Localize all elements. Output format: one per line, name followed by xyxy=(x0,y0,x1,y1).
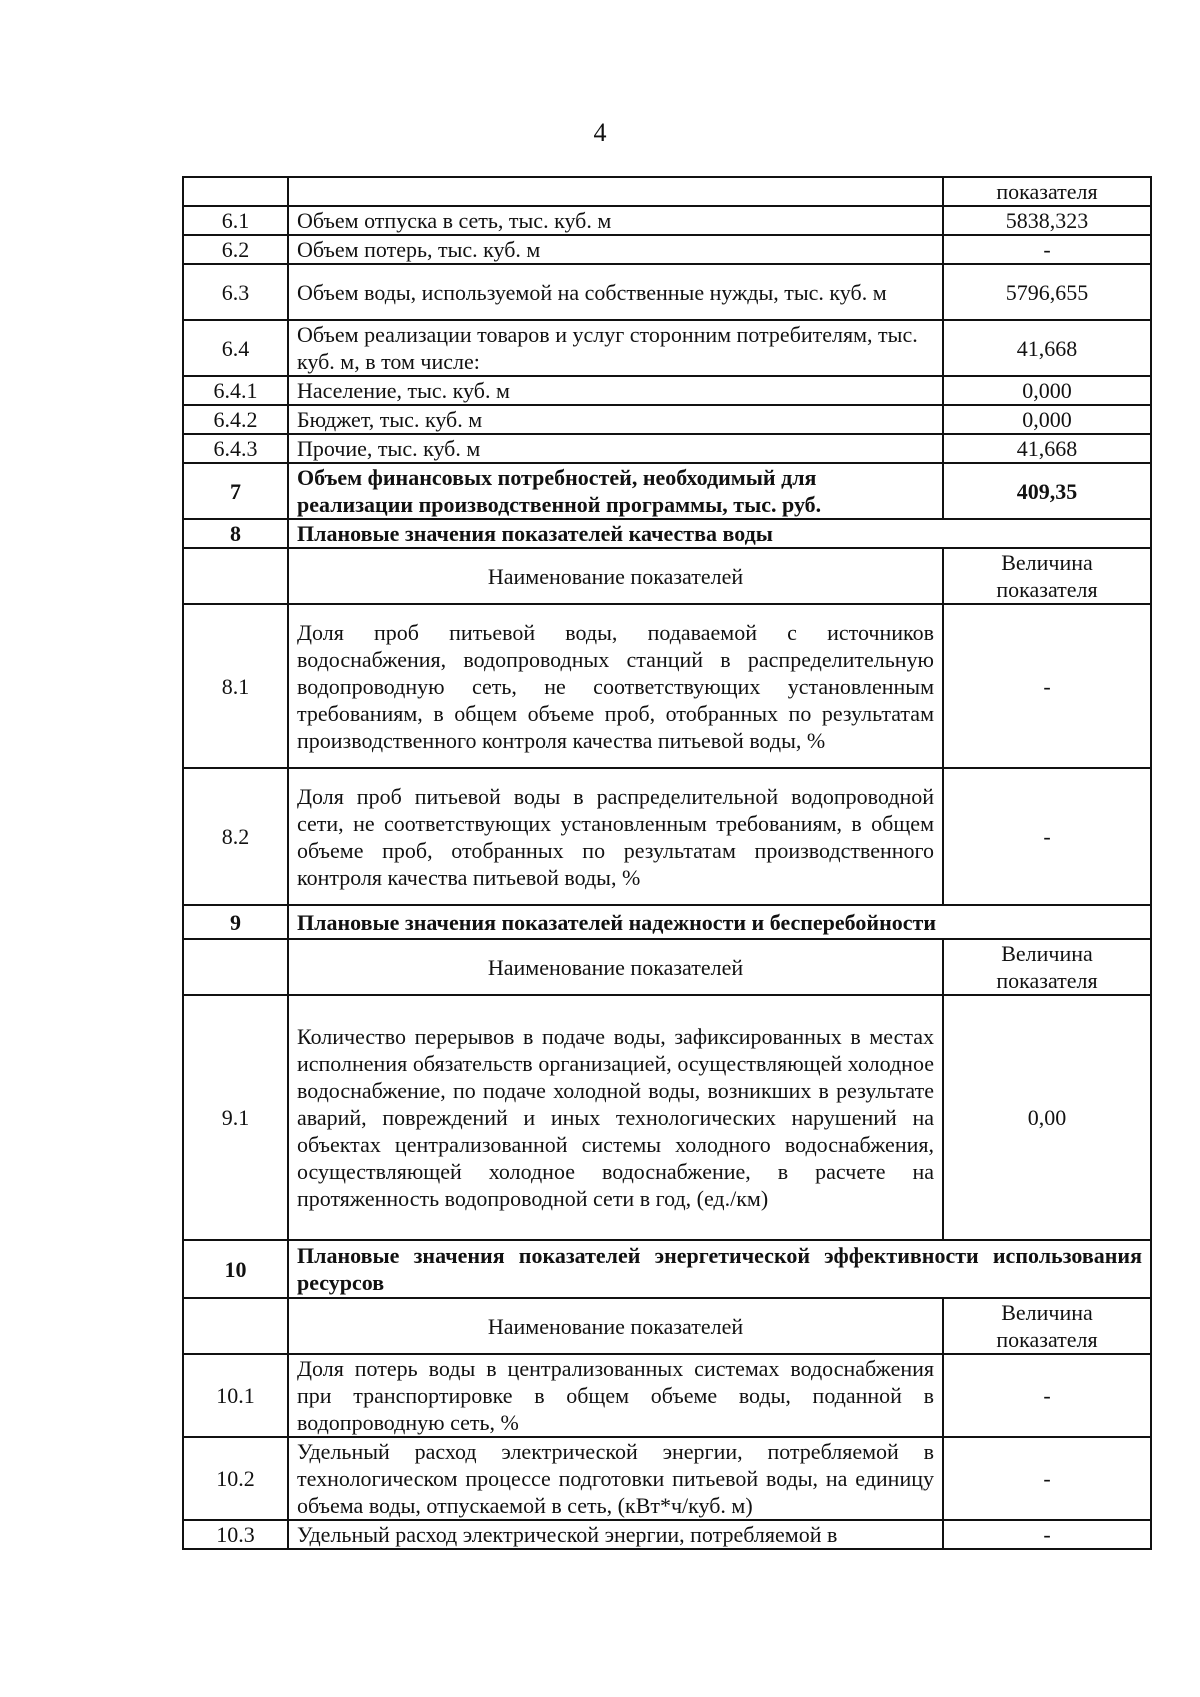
table-row xyxy=(183,320,1151,376)
table-row xyxy=(183,206,1151,235)
row-value: - xyxy=(943,1354,1151,1437)
table-row xyxy=(183,463,1151,519)
row-number: 8.1 xyxy=(183,604,288,768)
column-header-name: Наименование показателей xyxy=(288,939,943,995)
row-number: 6.4 xyxy=(183,320,288,376)
row-number: 10.1 xyxy=(183,1354,288,1437)
row-name: Объем потерь, тыс. куб. м xyxy=(288,235,943,264)
table-row xyxy=(183,604,1151,768)
row-number: 6.3 xyxy=(183,264,288,320)
row-number: 6.4.1 xyxy=(183,376,288,405)
row-number: 8.2 xyxy=(183,768,288,905)
column-header-name: Наименование показателей xyxy=(288,1298,943,1354)
row-number: 9.1 xyxy=(183,995,288,1240)
column-header-value: Величина показателя xyxy=(943,939,1151,995)
section-number: 9 xyxy=(183,905,288,939)
row-name: Население, тыс. куб. м xyxy=(288,376,943,405)
section-title: Плановые значения показателей надежности и бесперебойности xyxy=(288,905,1151,939)
row-name: Прочие, тыс. куб. м xyxy=(288,434,943,463)
row-name: Доля проб питьевой воды, подаваемой с источников водоснабжения, водопроводных станций в распределительную водопроводную сеть, не соответствующих установленным требованиям, в общем объеме проб, отобранных по результатам производственного контроля качества питьевой воды, % xyxy=(288,604,943,768)
section-row xyxy=(183,1240,1151,1298)
column-header-row xyxy=(183,548,1151,604)
column-header-value: Величина показателя xyxy=(943,1298,1151,1354)
column-header-value: Величина показателя xyxy=(943,548,1151,604)
table-row xyxy=(183,376,1151,405)
table-row xyxy=(183,177,1151,206)
row-value: 0,00 xyxy=(943,995,1151,1240)
section-title: Плановые значения показателей энергетической эффективности использования ресурсов xyxy=(288,1240,1151,1298)
row-value: 0,000 xyxy=(943,405,1151,434)
row-name: Доля проб питьевой воды в распределительной водопроводной сети, не соответствующих установленным требованиям, в общем объеме проб, отобранных по результатам производственного контроля качества питьевой воды, % xyxy=(288,768,943,905)
section-number: 8 xyxy=(183,519,288,548)
section-row xyxy=(183,905,1151,939)
row-value: - xyxy=(943,1520,1151,1549)
row-value: 5838,323 xyxy=(943,206,1151,235)
row-value: 5796,655 xyxy=(943,264,1151,320)
table-row xyxy=(183,434,1151,463)
row-name: Доля потерь воды в централизованных системах водоснабжения при транспортировке в общем объеме воды, поданной в водопроводную сеть, % xyxy=(288,1354,943,1437)
row-value: - xyxy=(943,768,1151,905)
row-number: 6.4.3 xyxy=(183,434,288,463)
row-name: Объем финансовых потребностей, необходимый для реализации производственной программы, тыс. руб. xyxy=(288,463,943,519)
section-title: Плановые значения показателей качества воды xyxy=(288,519,1151,548)
indicators-table xyxy=(182,176,1152,1550)
row-name: Удельный расход электрической энергии, потребляемой в технологическом процессе подготовки питьевой воды, на единицу объема воды, отпускаемой в сеть, (кВт*ч/куб. м) xyxy=(288,1437,943,1520)
row-name: Бюджет, тыс. куб. м xyxy=(288,405,943,434)
row-number: 7 xyxy=(183,463,288,519)
row-value: - xyxy=(943,604,1151,768)
column-header-row xyxy=(183,1298,1151,1354)
row-number: 6.4.2 xyxy=(183,405,288,434)
row-name: Удельный расход электрической энергии, потребляемой в xyxy=(288,1520,943,1549)
table-row xyxy=(183,768,1151,905)
row-name: Объем воды, используемой на собственные нужды, тыс. куб. м xyxy=(288,264,943,320)
section-row xyxy=(183,519,1151,548)
column-header-name: Наименование показателей xyxy=(288,548,943,604)
row-number: 6.2 xyxy=(183,235,288,264)
row-number: 6.1 xyxy=(183,206,288,235)
header-fragment: показателя xyxy=(943,177,1151,206)
table-row xyxy=(183,235,1151,264)
table-row xyxy=(183,264,1151,320)
page-number: 4 xyxy=(593,118,607,147)
row-number: 10.2 xyxy=(183,1437,288,1520)
row-name: Объем отпуска в сеть, тыс. куб. м xyxy=(288,206,943,235)
table-row xyxy=(183,995,1151,1240)
section-number: 10 xyxy=(183,1240,288,1298)
row-value: 41,668 xyxy=(943,320,1151,376)
column-header-row xyxy=(183,939,1151,995)
row-value: - xyxy=(943,1437,1151,1520)
table-row xyxy=(183,1520,1151,1549)
table-row xyxy=(183,1437,1151,1520)
row-number: 10.3 xyxy=(183,1520,288,1549)
row-value: 0,000 xyxy=(943,376,1151,405)
row-name: Количество перерывов в подаче воды, зафиксированных в местах исполнения обязательств организацией, осуществляющей холодное водоснабжение, по подаче холодной воды, возникших в результате аварий, повреждений и иных технологических нарушений на объектах централизованной системы холодного водоснабжения, осуществляющей холодное водоснабжение, в расчете на протяженность водопроводной сети в год, (ед./км) xyxy=(288,995,943,1240)
row-value: 409,35 xyxy=(943,463,1151,519)
row-value: - xyxy=(943,235,1151,264)
table-row xyxy=(183,405,1151,434)
table-row xyxy=(183,1354,1151,1437)
row-name: Объем реализации товаров и услуг сторонним потребителям, тыс. куб. м, в том числе: xyxy=(288,320,943,376)
row-value: 41,668 xyxy=(943,434,1151,463)
